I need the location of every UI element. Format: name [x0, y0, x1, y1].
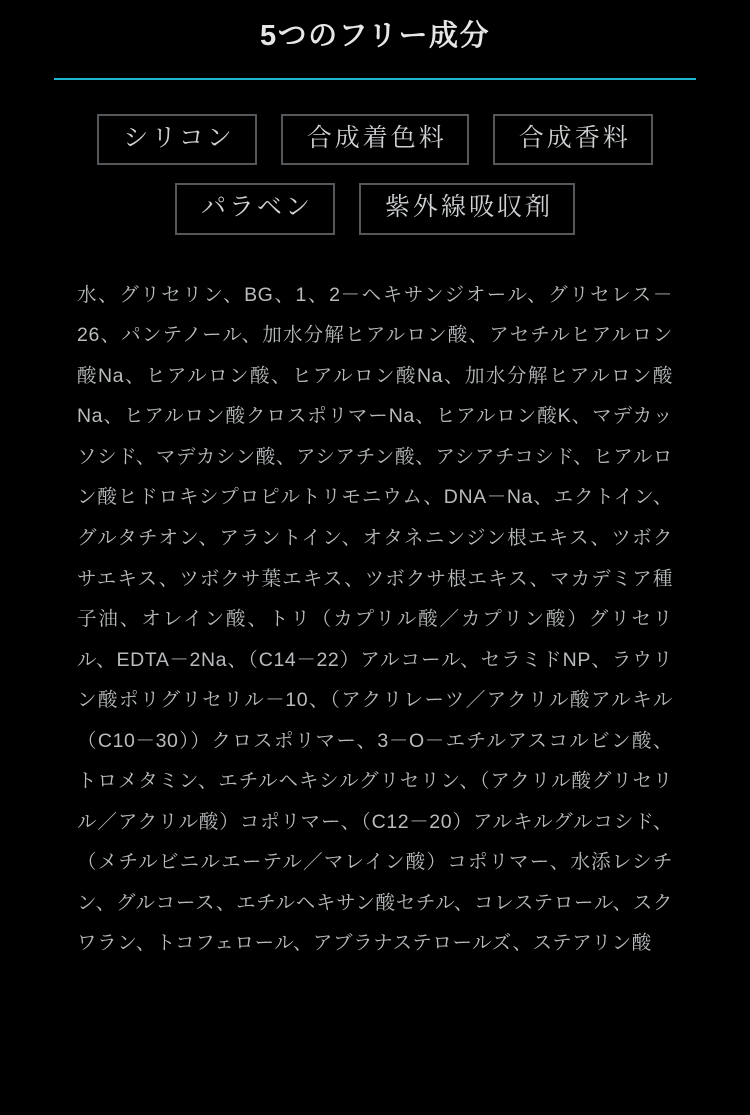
page-title: 5つのフリー成分 — [260, 20, 490, 52]
free-tag-uv-absorber: 紫外線吸収剤 — [359, 183, 575, 235]
free-tag-row-2 — [50, 183, 700, 235]
free-ingredient-tag-group — [50, 114, 700, 235]
free-tag-synthetic-colorant: 合成着色料 — [281, 114, 469, 166]
free-tag-row-1 — [50, 114, 700, 166]
free-tag-synthetic-fragrance: 合成香料 — [493, 114, 653, 166]
free-tag-silicone: シリコン — [97, 114, 257, 166]
free-tag-paraben: パラベン — [175, 183, 335, 235]
ingredients-list-text: 水、グリセリン、BG、1、2－ヘキサンジオール、グリセレス－26、パンテノール、加水分解ヒアルロン酸、アセチルヒアルロン酸Na、ヒアルロン酸、ヒアルロン酸Na、加水分解ヒアルロン酸Na、ヒアルロン酸クロスポリマーNa、ヒアルロン酸K、マデカッソシド、マデカシン酸、アシアチン酸、アシアチコシド、ヒアルロン酸ヒドロキシプロピルトリモニウム、DNA－Na、エクトイン、グルタチオン、アラントイン、オタネニンジン根エキス、ツボクサエキス、ツボクサ葉エキス、ツボクサ根エキス、マカデミア種子油、オレイン酸、トリ（カプリル酸／カプリン酸）グリセリル、EDTA－2Na、（C14－22）アルコール、セラミドNP、ラウリン酸ポリグリセリル－10、（アクリレーツ／アクリル酸アルキル（C10－30））クロスポリマー、3－O－エチルアスコルビン酸、トロメタミン、エチルヘキシルグリセリン、（アクリル酸グリセリル／アクリル酸）コポリマー、（C12－20）アルキルグルコシド、（メチルビニルエーテル／マレイン酸）コポリマー、水添レシチン、グルコース、エチルヘキサン酸セチル、コレステロール、スクワラン、トコフェロール、アブラナステロールズ、ステアリン酸 — [77, 283, 673, 955]
title-divider — [54, 78, 696, 80]
